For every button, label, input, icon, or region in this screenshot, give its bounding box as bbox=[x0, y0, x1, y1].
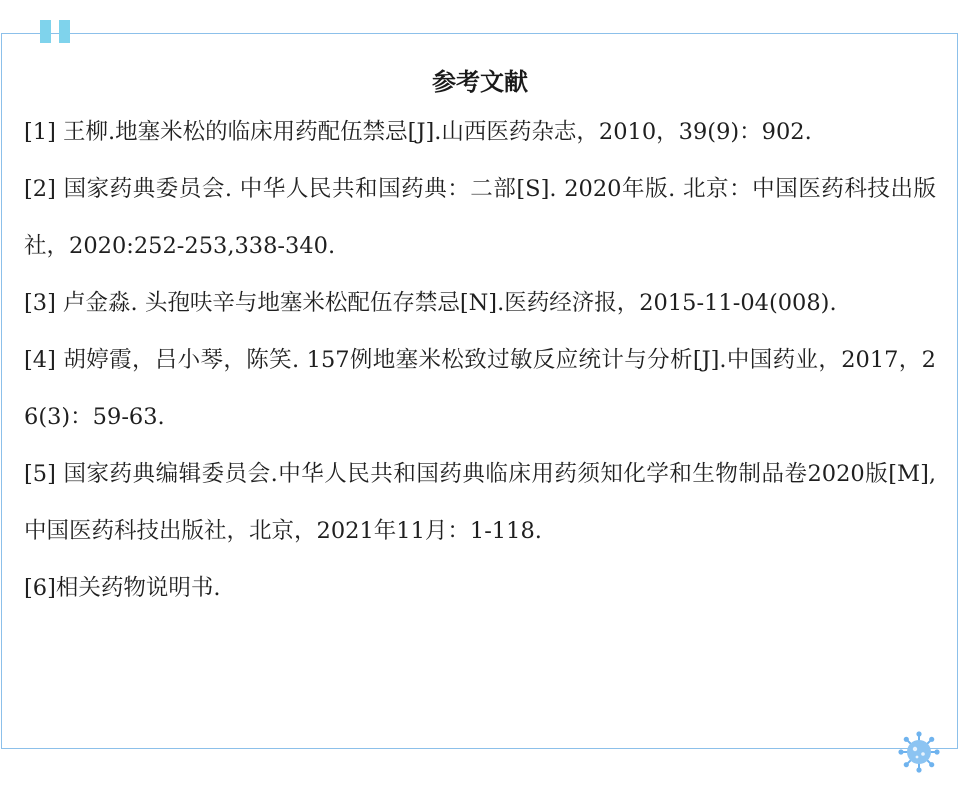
reference-item-6: [6]相关药物说明书. bbox=[24, 575, 221, 601]
reference-item-5: [5] 国家药典编辑委员会.中华人民共和国药典临床用药须知化学和生物制品卷2020版[M],中国医药科技出版社，北京，2021年11月：1-118. bbox=[24, 461, 936, 544]
header-tab-right bbox=[59, 20, 70, 43]
reference-item-2: [2] 国家药典委员会. 中华人民共和国药典：二部[S]. 2020年版. 北京：中国医药科技出版社，2020:252-253,338-340. bbox=[24, 176, 936, 259]
reference-list bbox=[24, 104, 936, 617]
header-tab-left bbox=[40, 20, 51, 43]
page-title: 参考文献 bbox=[432, 68, 528, 96]
virus-icon bbox=[898, 731, 940, 773]
reference-item-4: [4] 胡婷霞，吕小琴，陈笑. 157例地塞米松致过敏反应统计与分析[J].中国药业，2017，26(3)：59-63. bbox=[24, 347, 936, 430]
reference-item-3: [3] 卢金淼. 头孢呋辛与地塞米松配伍存禁忌[N].医药经济报，2015-11-04(008). bbox=[24, 290, 837, 316]
reference-item-1: [1] 王柳.地塞米松的临床用药配伍禁忌[J].山西医药杂志，2010，39(9)：902. bbox=[24, 119, 812, 145]
